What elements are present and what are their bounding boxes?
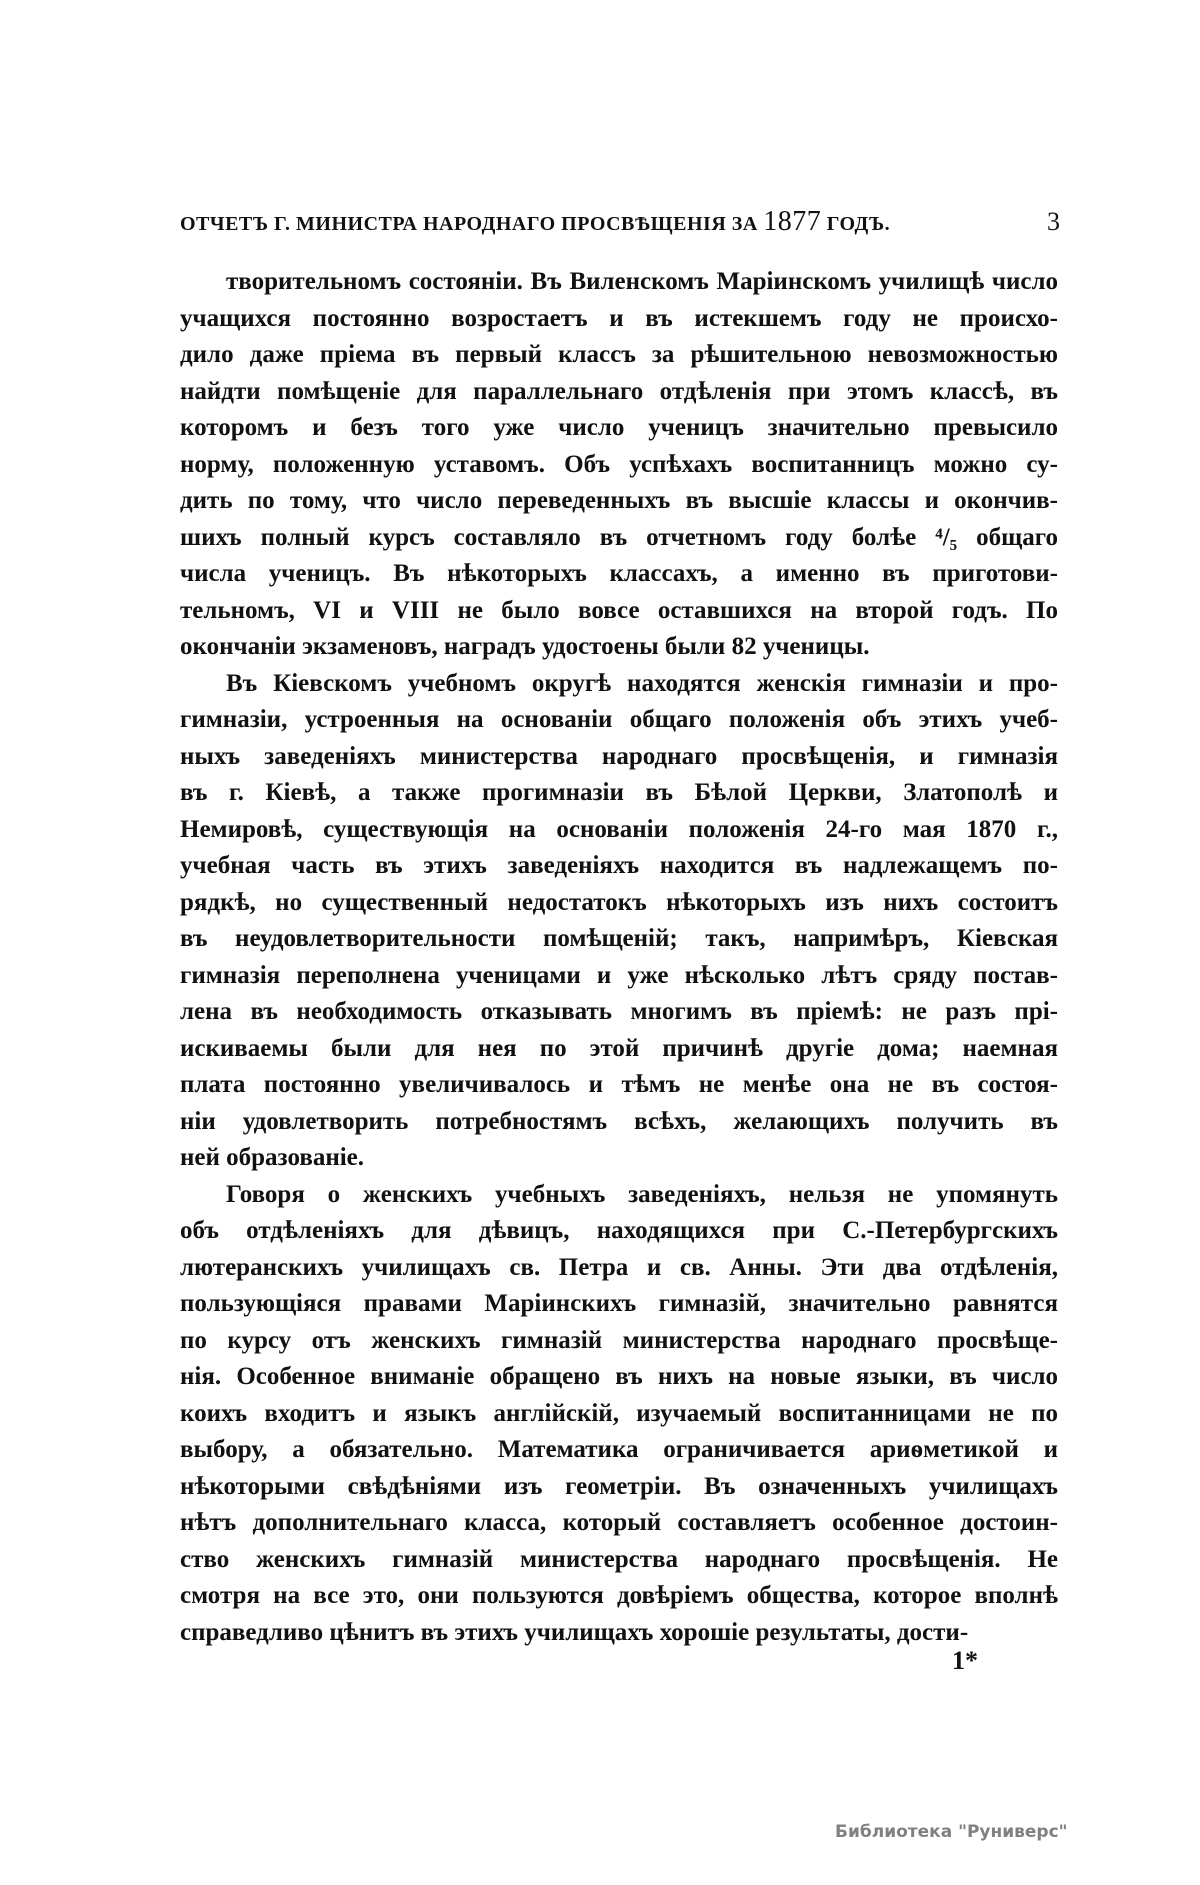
text-line: учебная часть въ этихъ заведеніяхъ находится въ надлежащемъ по- xyxy=(180,852,1058,879)
text-line: окончаніи экзаменовъ, наградъ удостоены были 82 ученицы. xyxy=(180,633,870,660)
text-line: числа ученицъ. Въ нѣкоторыхъ классахъ, а именно въ приготови- xyxy=(180,560,1058,587)
text-line: пользующіяся правами Маріинскихъ гимназій, значительно равнятся xyxy=(180,1290,1058,1317)
running-title-end: ГОДЪ. xyxy=(821,213,891,235)
text-line: Говоря о женскихъ учебныхъ заведеніяхъ, нельзя не упомянуть xyxy=(226,1180,1058,1208)
text-line: дило даже пріема въ первый классъ за рѣшительною невозможностью xyxy=(180,341,1058,368)
text-line: объ отдѣленіяхъ для дѣвицъ, находящихся при С.-Петербургскихъ xyxy=(180,1217,1058,1244)
text-line: ней образованіе. xyxy=(180,1144,365,1171)
signature-mark: 1* xyxy=(952,1646,978,1675)
text-line: лена въ необходимость отказывать многимъ въ пріемѣ: не разъ прі- xyxy=(180,998,1058,1025)
text-line: Немировѣ, существующія на основаніи положенія 24-го мая 1870 г., xyxy=(180,815,1058,843)
text-line: коихъ входитъ и языкъ англійскій, изучаемый воспитанницами не по xyxy=(180,1399,1058,1427)
text-line: искиваемы были для нея по этой причинѣ другіе дома; наемная xyxy=(180,1034,1058,1062)
text-line: ство женскихъ гимназій министерства народнаго просвѣщенія. Не xyxy=(180,1545,1058,1573)
text-line: выбору, а обязательно. Математика ограничивается ариѳметикой и xyxy=(180,1436,1058,1463)
text-line: норму, положенную уставомъ. Объ успѣхахъ воспитанницъ можно су- xyxy=(180,450,1058,478)
running-title xyxy=(180,206,890,238)
text-line: нѣтъ дополнительнаго класса, который составляетъ особенное достоин- xyxy=(180,1509,1058,1536)
text-line: которомъ и безъ того уже число ученицъ значительно превысило xyxy=(180,414,1058,441)
text-line: смотря на все это, они пользуются довѣріемъ общества, которое вполнѣ xyxy=(180,1582,1058,1609)
text-line: гимназія переполнена ученицами и уже нѣсколько лѣтъ сряду постав- xyxy=(180,961,1058,989)
text-line: лютеранскихъ училищахъ св. Петра и св. Анны. Эти два отдѣленія, xyxy=(180,1253,1058,1281)
running-title-year: 1877 xyxy=(763,206,822,237)
text-line: ніи удовлетворить потребностямъ всѣхъ, желающихъ получить въ xyxy=(180,1107,1058,1135)
text-line: въ г. Кіевѣ, а также прогимназіи въ Бѣлой Церкви, Златополѣ и xyxy=(180,779,1058,806)
text-line: Въ Кіевскомъ учебномъ округѣ находятся женскія гимназіи и про- xyxy=(226,669,1058,697)
text-line: нія. Особенное вниманіе обращено въ нихъ на новые языки, въ число xyxy=(180,1363,1058,1390)
text-line: шихъ полный курсъ составляло въ отчетномъ году болѣе ⁴/₅ общаго xyxy=(180,523,1058,551)
text-line: творительномъ состояніи. Въ Виленскомъ Маріинскомъ училищѣ число xyxy=(226,268,1058,295)
text-line: въ неудовлетворительности помѣщеній; такъ, напримѣръ, Кіевская xyxy=(180,925,1058,952)
page-number: 3 xyxy=(1047,207,1060,236)
paragraph xyxy=(180,264,1058,666)
text-line: плата постоянно увеличивалось и тѣмъ не менѣе она не въ состоя- xyxy=(180,1071,1058,1098)
text-line: учащихся постоянно возростаетъ и въ истекшемъ году не происхо- xyxy=(180,304,1058,332)
text-line: нѣкоторыми свѣдѣніями изъ геометріи. Въ означенныхъ училищахъ xyxy=(180,1472,1058,1500)
text-line: дить по тому, что число переведенныхъ въ высшіе классы и окончив- xyxy=(180,487,1058,514)
paragraph xyxy=(180,1177,1058,1652)
running-title-text: ОТЧЕТЪ Г. МИНИСТРА НАРОДНАГО ПРОСВѢЩЕНІЯ ЗА xyxy=(180,213,764,235)
body-text xyxy=(180,264,1058,1651)
text-line: найдти помѣщеніе для параллельнаго отдѣленія при этомъ классѣ, въ xyxy=(180,377,1058,405)
text-line: тельномъ, VI и VIII не было вовсе оставшихся на второй годъ. По xyxy=(180,596,1058,624)
text-line: гимназіи, устроенныя на основаніи общаго положенія объ этихъ учеб- xyxy=(180,706,1058,733)
text-line: ныхъ заведеніяхъ министерства народнаго просвѣщенія, и гимназія xyxy=(180,742,1058,770)
text-line: рядкѣ, но существенный недостатокъ нѣкоторыхъ изъ нихъ состоитъ xyxy=(180,888,1058,916)
text-line: по курсу отъ женскихъ гимназій министерства народнаго просвѣще- xyxy=(180,1326,1058,1354)
paragraph xyxy=(180,666,1058,1177)
text-line: справедливо цѣнитъ въ этихъ училищахъ хорошіе результаты, дости- xyxy=(180,1618,969,1646)
page-header xyxy=(180,206,1060,240)
library-watermark: Библиотека "Руниверс" xyxy=(835,1822,1068,1842)
